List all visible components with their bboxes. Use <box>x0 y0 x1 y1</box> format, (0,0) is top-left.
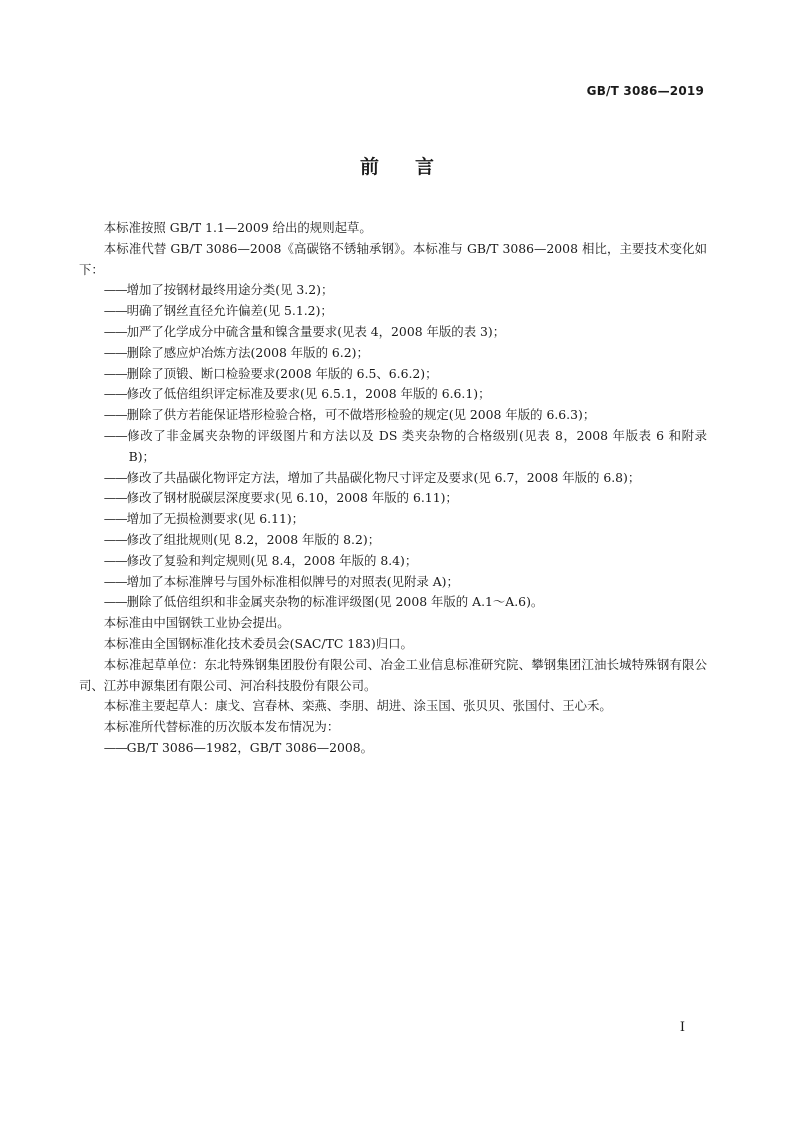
dash-marker: —— <box>103 490 127 506</box>
list-item: ——修改了非金属夹杂物的评级图片和方法以及 DS 类夹杂物的合格级别(见表 8，2008 年版表 6 和附录 B)； <box>103 427 707 464</box>
foreword-body <box>79 218 707 759</box>
drafters-paragraph: 本标准主要起草人：康戈、宫春林、栾燕、李朋、胡进、涂玉国、张贝贝、张国付、王心禾。 <box>103 698 612 714</box>
standard-code: GB/T 3086—2019 <box>586 84 704 98</box>
list-item: ——修改了钢材脱碳层深度要求(见 6.10，2008 年版的 6.11)； <box>103 490 458 506</box>
list-item: ——修改了低倍组织评定标准及要求(见 6.5.1，2008 年版的 6.6.1)； <box>103 386 491 402</box>
list-item: ——删除了顶锻、断口检验要求(2008 年版的 6.5、6.6.2)； <box>103 365 438 381</box>
dash-marker: —— <box>103 511 127 527</box>
dash-marker: —— <box>103 594 127 610</box>
dash-marker: —— <box>103 427 127 443</box>
dash-marker: —— <box>103 282 127 298</box>
list-item: ——增加了本标准牌号与国外标准相似牌号的对照表(见附录 A)； <box>103 573 459 589</box>
committee-paragraph: 本标准由全国钢标准化技术委员会(SAC/TC 183)归口。 <box>103 635 413 651</box>
list-item: ——增加了按钢材最终用途分类(见 3.2)； <box>103 282 334 298</box>
dash-marker: —— <box>103 552 127 568</box>
changes-list <box>79 280 707 613</box>
list-item: ——删除了供方若能保证塔形检验合格，可不做塔形检验的规定(见 2008 年版的 6.6.3)； <box>103 407 596 423</box>
history-heading: 本标准所代替标准的历次版本发布情况为： <box>103 719 340 735</box>
proposer-paragraph: 本标准由中国钢铁工业协会提出。 <box>103 615 290 631</box>
dash-marker: —— <box>103 344 127 360</box>
intro-paragraph: 本标准按照 GB/T 1.1—2009 给出的规则起草。 <box>103 220 372 235</box>
page-number: I <box>679 1020 685 1035</box>
list-item: ——增加了无损检测要求(见 6.11)； <box>103 511 305 527</box>
dash-marker: —— <box>103 386 127 402</box>
list-item: ——删除了感应炉冶炼方法(2008 年版的 6.2)； <box>103 344 369 360</box>
dash-marker: —— <box>103 323 127 339</box>
dash-marker: —— <box>103 365 127 381</box>
dash-marker: —— <box>103 407 127 423</box>
dash-marker: —— <box>103 303 127 319</box>
list-item: ——修改了组批规则(见 8.2，2008 年版的 8.2)； <box>103 531 381 547</box>
list-item: ——删除了低倍组织和非金属夹杂物的标准评级图(见 2008 年版的 A.1～A.6)。 <box>103 594 544 610</box>
list-item: ——修改了共晶碳化物评定方法，增加了共晶碳化物尺寸评定及要求(见 6.7，2008 年版的 6.8)； <box>103 469 641 485</box>
list-item: ——修改了复验和判定规则(见 8.4，2008 年版的 8.4)； <box>103 552 418 568</box>
dash-marker: —— <box>103 531 127 547</box>
list-item: ——加严了化学成分中硫含量和镍含量要求(见表 4，2008 年版的表 3)； <box>103 323 506 339</box>
drafting-units-paragraph: 本标准起草单位：东北特殊钢集团股份有限公司、冶金工业信息标准研究院、攀钢集团江油长城特殊钢有限公司、江苏申源集团有限公司、河冶科技股份有限公司。 <box>79 656 707 693</box>
list-item: ——明确了钢丝直径允许偏差(见 5.1.2)； <box>103 303 333 319</box>
page-title: 前言 <box>359 156 470 178</box>
history-item: ——GB/T 3086—1982，GB/T 3086—2008。 <box>103 739 374 755</box>
dash-marker: —— <box>103 469 127 485</box>
intro-paragraph: 本标准代替 GB/T 3086—2008《高碳铬不锈轴承钢》。本标准与 GB/T 3086—2008 相比，主要技术变化如下： <box>79 240 707 277</box>
dash-marker: —— <box>103 573 127 589</box>
dash-marker: —— <box>103 739 127 755</box>
